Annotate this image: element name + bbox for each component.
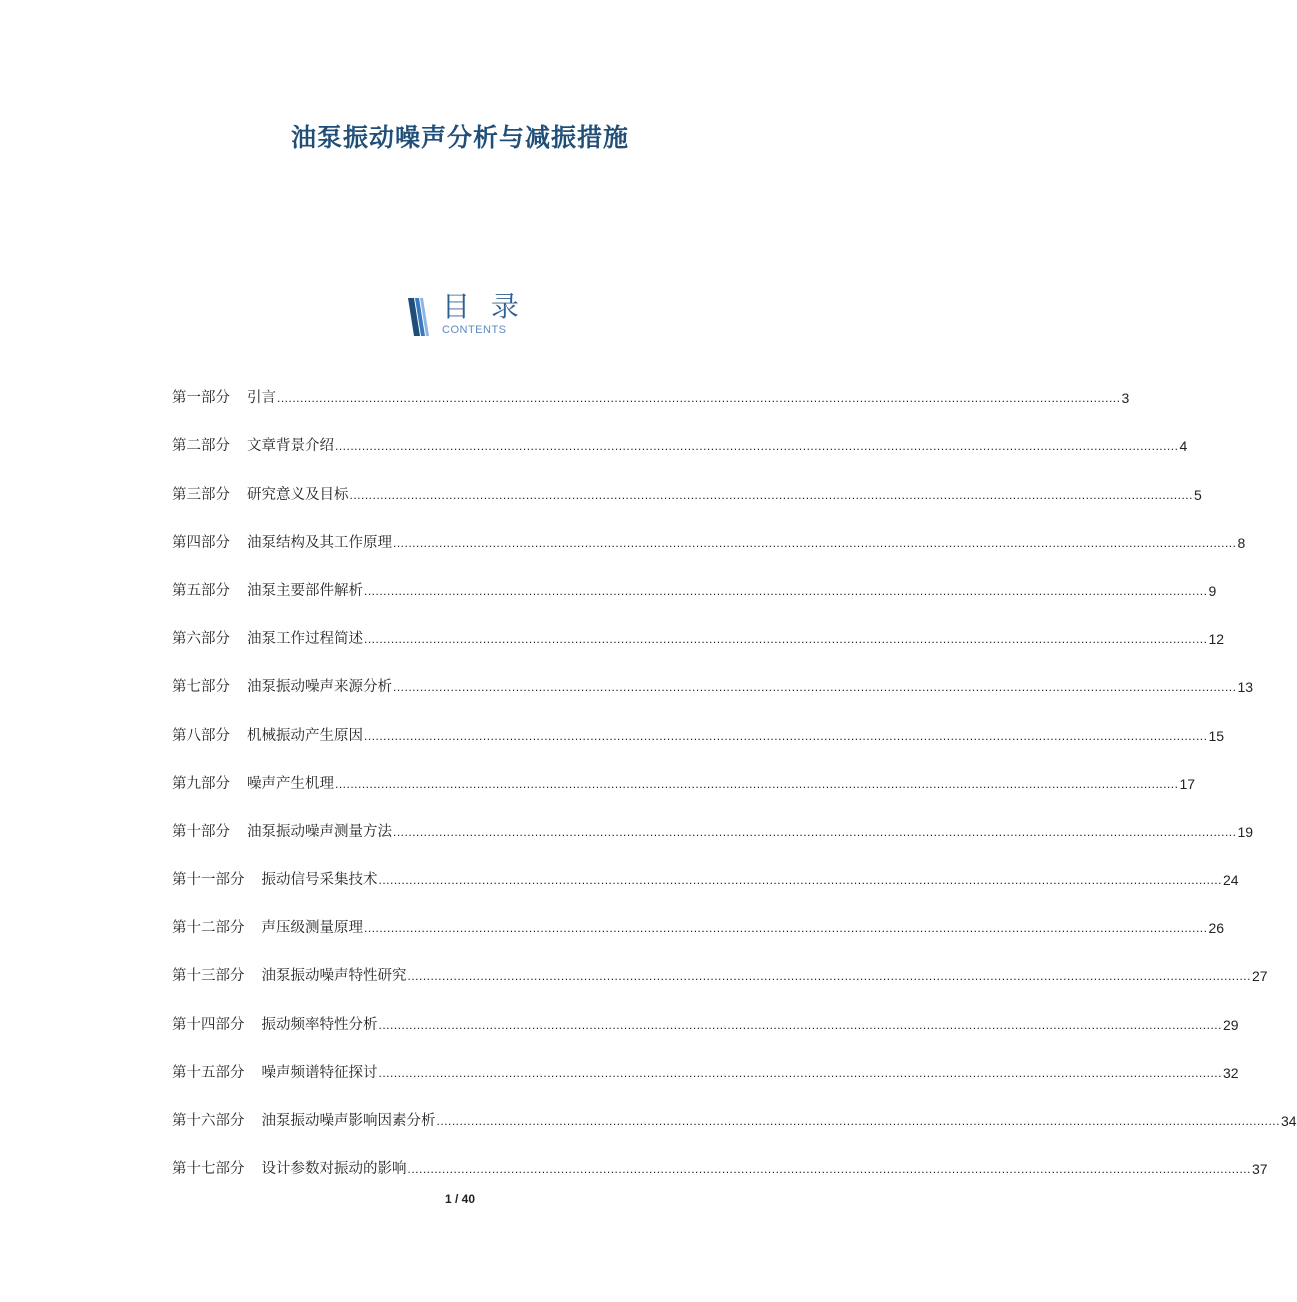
toc-entry[interactable] (172, 1087, 1297, 1135)
toc-entry-leader: ............................................................................................................................................................................................................................ (393, 535, 1237, 550)
toc-entry-label: 引言 (247, 390, 276, 407)
toc-header (406, 292, 526, 340)
toc-entry[interactable] (172, 1135, 1268, 1183)
toc-entry-label: 油泵结构及其工作原理 (247, 534, 392, 551)
toc-entry-part: 第十六部分 (172, 1113, 245, 1129)
toc-entry-page: 27 (1251, 968, 1268, 985)
toc-entry-page: 9 (1208, 582, 1217, 599)
toc-entry-label: 油泵振动噪声特性研究 (261, 968, 407, 985)
toc-entry-leader: ............................................................................................................................................................................................................................ (393, 680, 1237, 695)
toc-entry-leader: ............................................................................................................................................................................................................................ (364, 921, 1208, 936)
document-title: 油泵振动噪声分析与减振措施 (290, 123, 629, 152)
toc-entry-page: 15 (1208, 727, 1225, 744)
toc-entry-part: 第三部分 (172, 486, 230, 503)
toc-entry-part: 第九部分 (172, 775, 230, 792)
toc-subheading: CONTENTS (442, 324, 507, 336)
toc-entry-page: 29 (1222, 1016, 1239, 1033)
toc-entry-leader: ............................................................................................................................................................................................................................ (335, 776, 1179, 791)
toc-entry-leader: ............................................................................................................................................................................................................................ (364, 728, 1208, 743)
toc-entry[interactable] (172, 364, 1130, 412)
page-number: 1 / 40 (444, 1192, 476, 1206)
toc-entry-label: 油泵主要部件解析 (247, 582, 363, 599)
toc-entry[interactable] (172, 798, 1254, 846)
toc-entry[interactable] (172, 653, 1254, 701)
toc-entry-page: 34 (1280, 1113, 1297, 1129)
toc-entry-label: 设计参数对振动的影响 (261, 1161, 407, 1178)
contents-logo-icon (406, 296, 432, 338)
toc-entry-part: 第四部分 (172, 534, 230, 551)
toc-entry[interactable] (172, 701, 1225, 749)
toc-entry-leader: ............................................................................................................................................................................................................................ (378, 1065, 1222, 1080)
toc-entry-page: 3 (1121, 390, 1130, 407)
toc-entry-page: 32 (1222, 1064, 1239, 1081)
toc-entry-page: 8 (1237, 534, 1246, 551)
toc-entry-label: 油泵工作过程简述 (247, 631, 363, 648)
toc-entry-page: 4 (1179, 438, 1188, 455)
toc-entry-page: 26 (1208, 920, 1225, 937)
toc-entry-page: 37 (1251, 1161, 1268, 1178)
toc-entry-part: 第十七部分 (172, 1161, 245, 1178)
toc-heading: 目 录 (442, 290, 525, 323)
toc-entry[interactable] (172, 990, 1239, 1038)
toc-entry[interactable] (172, 557, 1217, 605)
toc-entry-leader: ............................................................................................................................................................................................................................ (364, 583, 1208, 598)
toc-entry-part: 第八部分 (172, 727, 230, 744)
toc-entry[interactable] (172, 605, 1225, 653)
toc-entry-part: 第十二部分 (172, 920, 245, 937)
toc-entry-leader: ............................................................................................................................................................................................................................ (277, 391, 1121, 406)
toc-entry-label: 油泵振动噪声测量方法 (247, 823, 392, 840)
toc-entry[interactable] (172, 846, 1239, 894)
toc-entry-part: 第十部分 (172, 823, 230, 840)
toc-entry-page: 13 (1237, 679, 1254, 696)
toc-entry-label: 振动信号采集技术 (261, 872, 378, 889)
toc-entry-page: 5 (1193, 486, 1202, 503)
toc-entry-part: 第二部分 (172, 438, 230, 455)
toc-entry-label: 噪声频谱特征探讨 (261, 1064, 378, 1081)
table-of-contents (172, 364, 1297, 1183)
toc-entry-leader: ............................................................................................................................................................................................................................ (335, 439, 1179, 454)
toc-entry-leader: ............................................................................................................................................................................................................................ (407, 969, 1251, 984)
toc-entry-label: 文章背景介绍 (247, 438, 334, 455)
toc-entry[interactable] (172, 750, 1196, 798)
toc-entry[interactable] (172, 460, 1202, 508)
toc-entry-part: 第一部分 (172, 390, 230, 407)
toc-entry[interactable] (172, 509, 1246, 557)
toc-entry-label: 振动频率特性分析 (261, 1016, 378, 1033)
toc-entry-part: 第五部分 (172, 582, 230, 599)
toc-entry-leader: ............................................................................................................................................................................................................................ (393, 824, 1237, 839)
toc-entry-label: 油泵振动噪声影响因素分析 (261, 1113, 436, 1129)
toc-entry-label: 机械振动产生原因 (247, 727, 363, 744)
toc-entry[interactable] (172, 412, 1188, 460)
toc-entry-part: 第十三部分 (172, 968, 245, 985)
toc-entry-label: 声压级测量原理 (261, 920, 363, 937)
toc-entry-part: 第十五部分 (172, 1064, 245, 1081)
toc-entry[interactable] (172, 942, 1268, 990)
toc-entry[interactable] (172, 894, 1225, 942)
toc-entry-page: 24 (1222, 872, 1239, 889)
toc-entry-leader: ............................................................................................................................................................................................................................ (407, 1162, 1251, 1177)
toc-entry-leader: ............................................................................................................................................................................................................................ (436, 1114, 1280, 1128)
toc-entry-leader: ............................................................................................................................................................................................................................ (364, 632, 1208, 647)
toc-entry-part: 第六部分 (172, 631, 230, 648)
toc-entry[interactable] (172, 1039, 1239, 1087)
toc-entry-page: 19 (1237, 823, 1254, 840)
toc-entry-part: 第十一部分 (172, 872, 245, 889)
toc-entry-page: 12 (1208, 631, 1225, 648)
toc-entry-part: 第十四部分 (172, 1016, 245, 1033)
toc-entry-label: 油泵振动噪声来源分析 (247, 679, 392, 696)
toc-entry-part: 第七部分 (172, 679, 230, 696)
toc-entry-leader: ............................................................................................................................................................................................................................ (349, 487, 1193, 502)
toc-entry-label: 噪声产生机理 (247, 775, 334, 792)
toc-entry-label: 研究意义及目标 (247, 486, 349, 503)
toc-entry-leader: ............................................................................................................................................................................................................................ (378, 1017, 1222, 1032)
toc-entry-page: 17 (1179, 775, 1196, 792)
toc-entry-leader: ............................................................................................................................................................................................................................ (378, 873, 1222, 888)
